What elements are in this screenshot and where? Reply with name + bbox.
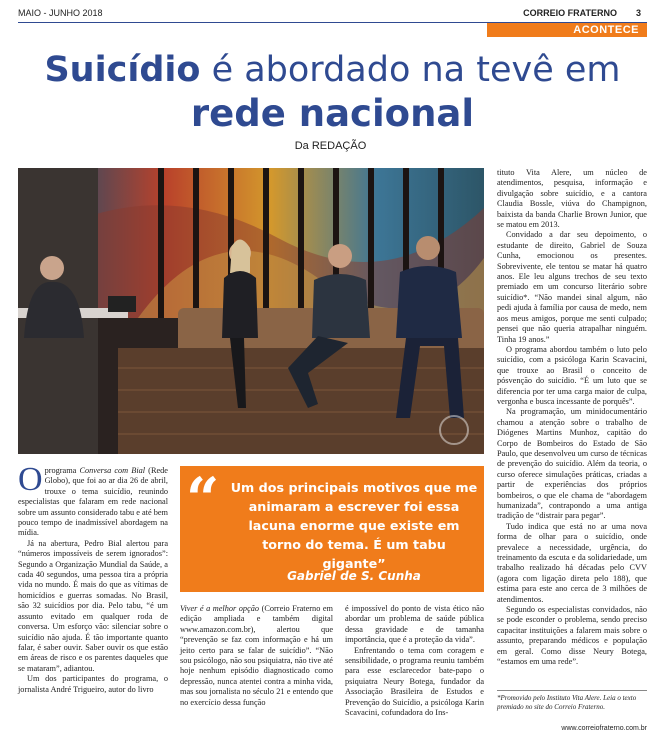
footer-url: www.correiofraterno.com.br <box>561 725 647 732</box>
book-title: Viver é a melhor opção <box>180 604 260 613</box>
paragraph: Segundo os especialistas convidados, não se pode esconder o problema, sendo preciso capacitar instituições a falarem mais sobre o assunto, preparando médicos e população em geral. Como disse Neury Botega, “estamos em uma rede”. <box>497 605 647 667</box>
article-column-2 <box>180 604 333 708</box>
paragraph: Já na abertura, Pedro Bial alertou para “números impossíveis de serem ignorados”: Segundo a Organização Mundial da Saúde, a cada 40 segundos, uma pessoa tira a própria vida no mundo. É mais do que as vítimas de homicídios e guerras somadas. No Brasil, são 32 suicídios por dia. Pelo tabu, “é um assunto evitado em qualquer roda de conversa. Um esforço vão: silenciar sobre o suicídio não ajuda. É tão importante quanto falar, é saber ouvir. Saber ouvir os que estão em áreas de risco e os parentes daqueles que se mataram”, adiantou. <box>18 538 168 673</box>
article-column-4 <box>497 168 647 668</box>
paragraph: é impossível do ponto de vista ético não abordar um problema de saúde pública dessa gravidade e de tamanha importância, que é a proteção da vida”. <box>345 604 484 645</box>
headline-line2: rede nacional <box>190 92 475 135</box>
footnote: *Promovido pelo Instituto Vita Alere. Leia o texto premiado no site do Correio Fraterno. <box>497 690 647 712</box>
byline-author: REDAÇÃO <box>311 140 367 152</box>
page-header <box>18 8 647 22</box>
article-column-1 <box>18 461 168 695</box>
lead-paragraph <box>18 461 168 539</box>
paragraph-text: (Correio Fraterno em edição ampliada e também digital www.amazon.com.br), alertou que “prevenção se faz com informação e há um jeito certo para se falar de suicídio”. “Não sou psicólogo, não sou psiquiatra, não tive até hoje nenhum episódio diagnosticado como depressão, nunca atentei contra a minha vida, mas sou jornalista no século 21 e entendo que no exercício dessa função <box>180 604 334 707</box>
paragraph: O programa abordou também o luto pelo suicídio, com a psicóloga Karin Scavacini, que trouxe ao Brasil o conceito de pósvenção do suicídio. “É um luto que se diferencia por ter uma carga maior de culpa, vergonha e busca incessante de porquês”. <box>497 344 647 406</box>
drop-cap: O <box>18 461 43 498</box>
paragraph: Um dos participantes do programa, o jornalista André Trigueiro, autor do livro <box>18 674 168 694</box>
paragraph: Enfrentando o tema com coragem e sensibilidade, o programa reuniu também para esse esclarecedor bate-papo o psiquiatra Neury Botega, fundador da Associação Brasileira de Estudos e Prevenção do Suicídio, a psicóloga Karin Scavacini, cofundadora do Ins- <box>345 645 484 718</box>
paragraph: tituto Vita Alere, um núcleo de atendimentos, pesquisa, informação e divulgação sobre suicídio, e a cantora Claudia Bossle, viúva do Champignon, baixista da banda Charlie Brown Junior, que se matou em 2013. <box>497 168 647 230</box>
paragraph <box>180 604 333 708</box>
headline <box>18 48 647 136</box>
paragraph: Tudo indica que está no ar uma nova forma de olhar para o suicídio, onde prevalece a necessidade, urgência, do treinamento da escuta e da solidariedade, um trabalho realizado há décadas pelo CVV (agora com ligação direta pelo 188), que estima para este ano cerca de 3 milhões de atendimentos. <box>497 521 647 604</box>
byline-prefix: Da <box>294 140 312 152</box>
quote-author: Gabriel de S. Cunha <box>287 569 421 583</box>
section-label: ACONTECE <box>487 23 647 37</box>
headline-bold: Suicídio <box>44 50 201 90</box>
tv-studio-photo <box>18 168 484 454</box>
lead-text-b: (Rede Globo), que foi ao ar dia 26 de abril, trouxe o tema suicídio, reunindo especialistas que falaram em rede nacional sobre um assunto considerado tabu e até bem pouco tempo de inadmissível abordagem na mídia. <box>18 466 168 538</box>
pull-quote <box>180 466 484 592</box>
publication-name: CORREIO FRATERNO <box>523 8 617 18</box>
lead-text-a: programa <box>44 466 80 475</box>
page-number: 3 <box>635 8 641 18</box>
quote-text: Um dos principais motivos que me animaram a escrever foi essa lacuna enorme que existe em torno do tema. É um tabu gigante” <box>230 480 478 571</box>
byline <box>0 140 661 152</box>
issue-date: MAIO - JUNHO 2018 <box>18 8 103 18</box>
studio-illustration <box>18 168 484 454</box>
paragraph: Na programação, um minidocumentário chamou a atenção sobre o trabalho de Diógenes Martins Munhoz, capitão do Corpo de Bombeiros do Estado de São Paulo, que desenvolveu um curso de técnicas de prevenção do suicídio. Além da teoria, o curso oferece simulações práticas, criadas a partir de experiências dos próprios bombeiros, o que ele chama de “abordagem humanizada”, contrapondo a uma antiga tradição de “distrair para pegar”. <box>497 407 647 521</box>
paragraph: Convidado a dar seu depoimento, o estudante de direito, Gabriel de Souza Cunha, emocionou os presentes. Sobrevivente, ele tentou se matar há quatro anos. Ele leu alguns trechos de seu texto premiado em um concurso literário sobre suicídio*. “Não mandei sinal algum, não pedi ajuda à família por causa de medo, nem aos meus amigos, porque me senti culpado; pensei que não queria atrapalhar ninguém. Tinha 19 anos.” <box>497 230 647 344</box>
program-name: Conversa com Bial <box>79 466 146 475</box>
headline-line1: é abordado na tevê em <box>200 50 621 90</box>
article-column-3 <box>345 604 484 718</box>
quote-mark: “ <box>186 465 220 533</box>
